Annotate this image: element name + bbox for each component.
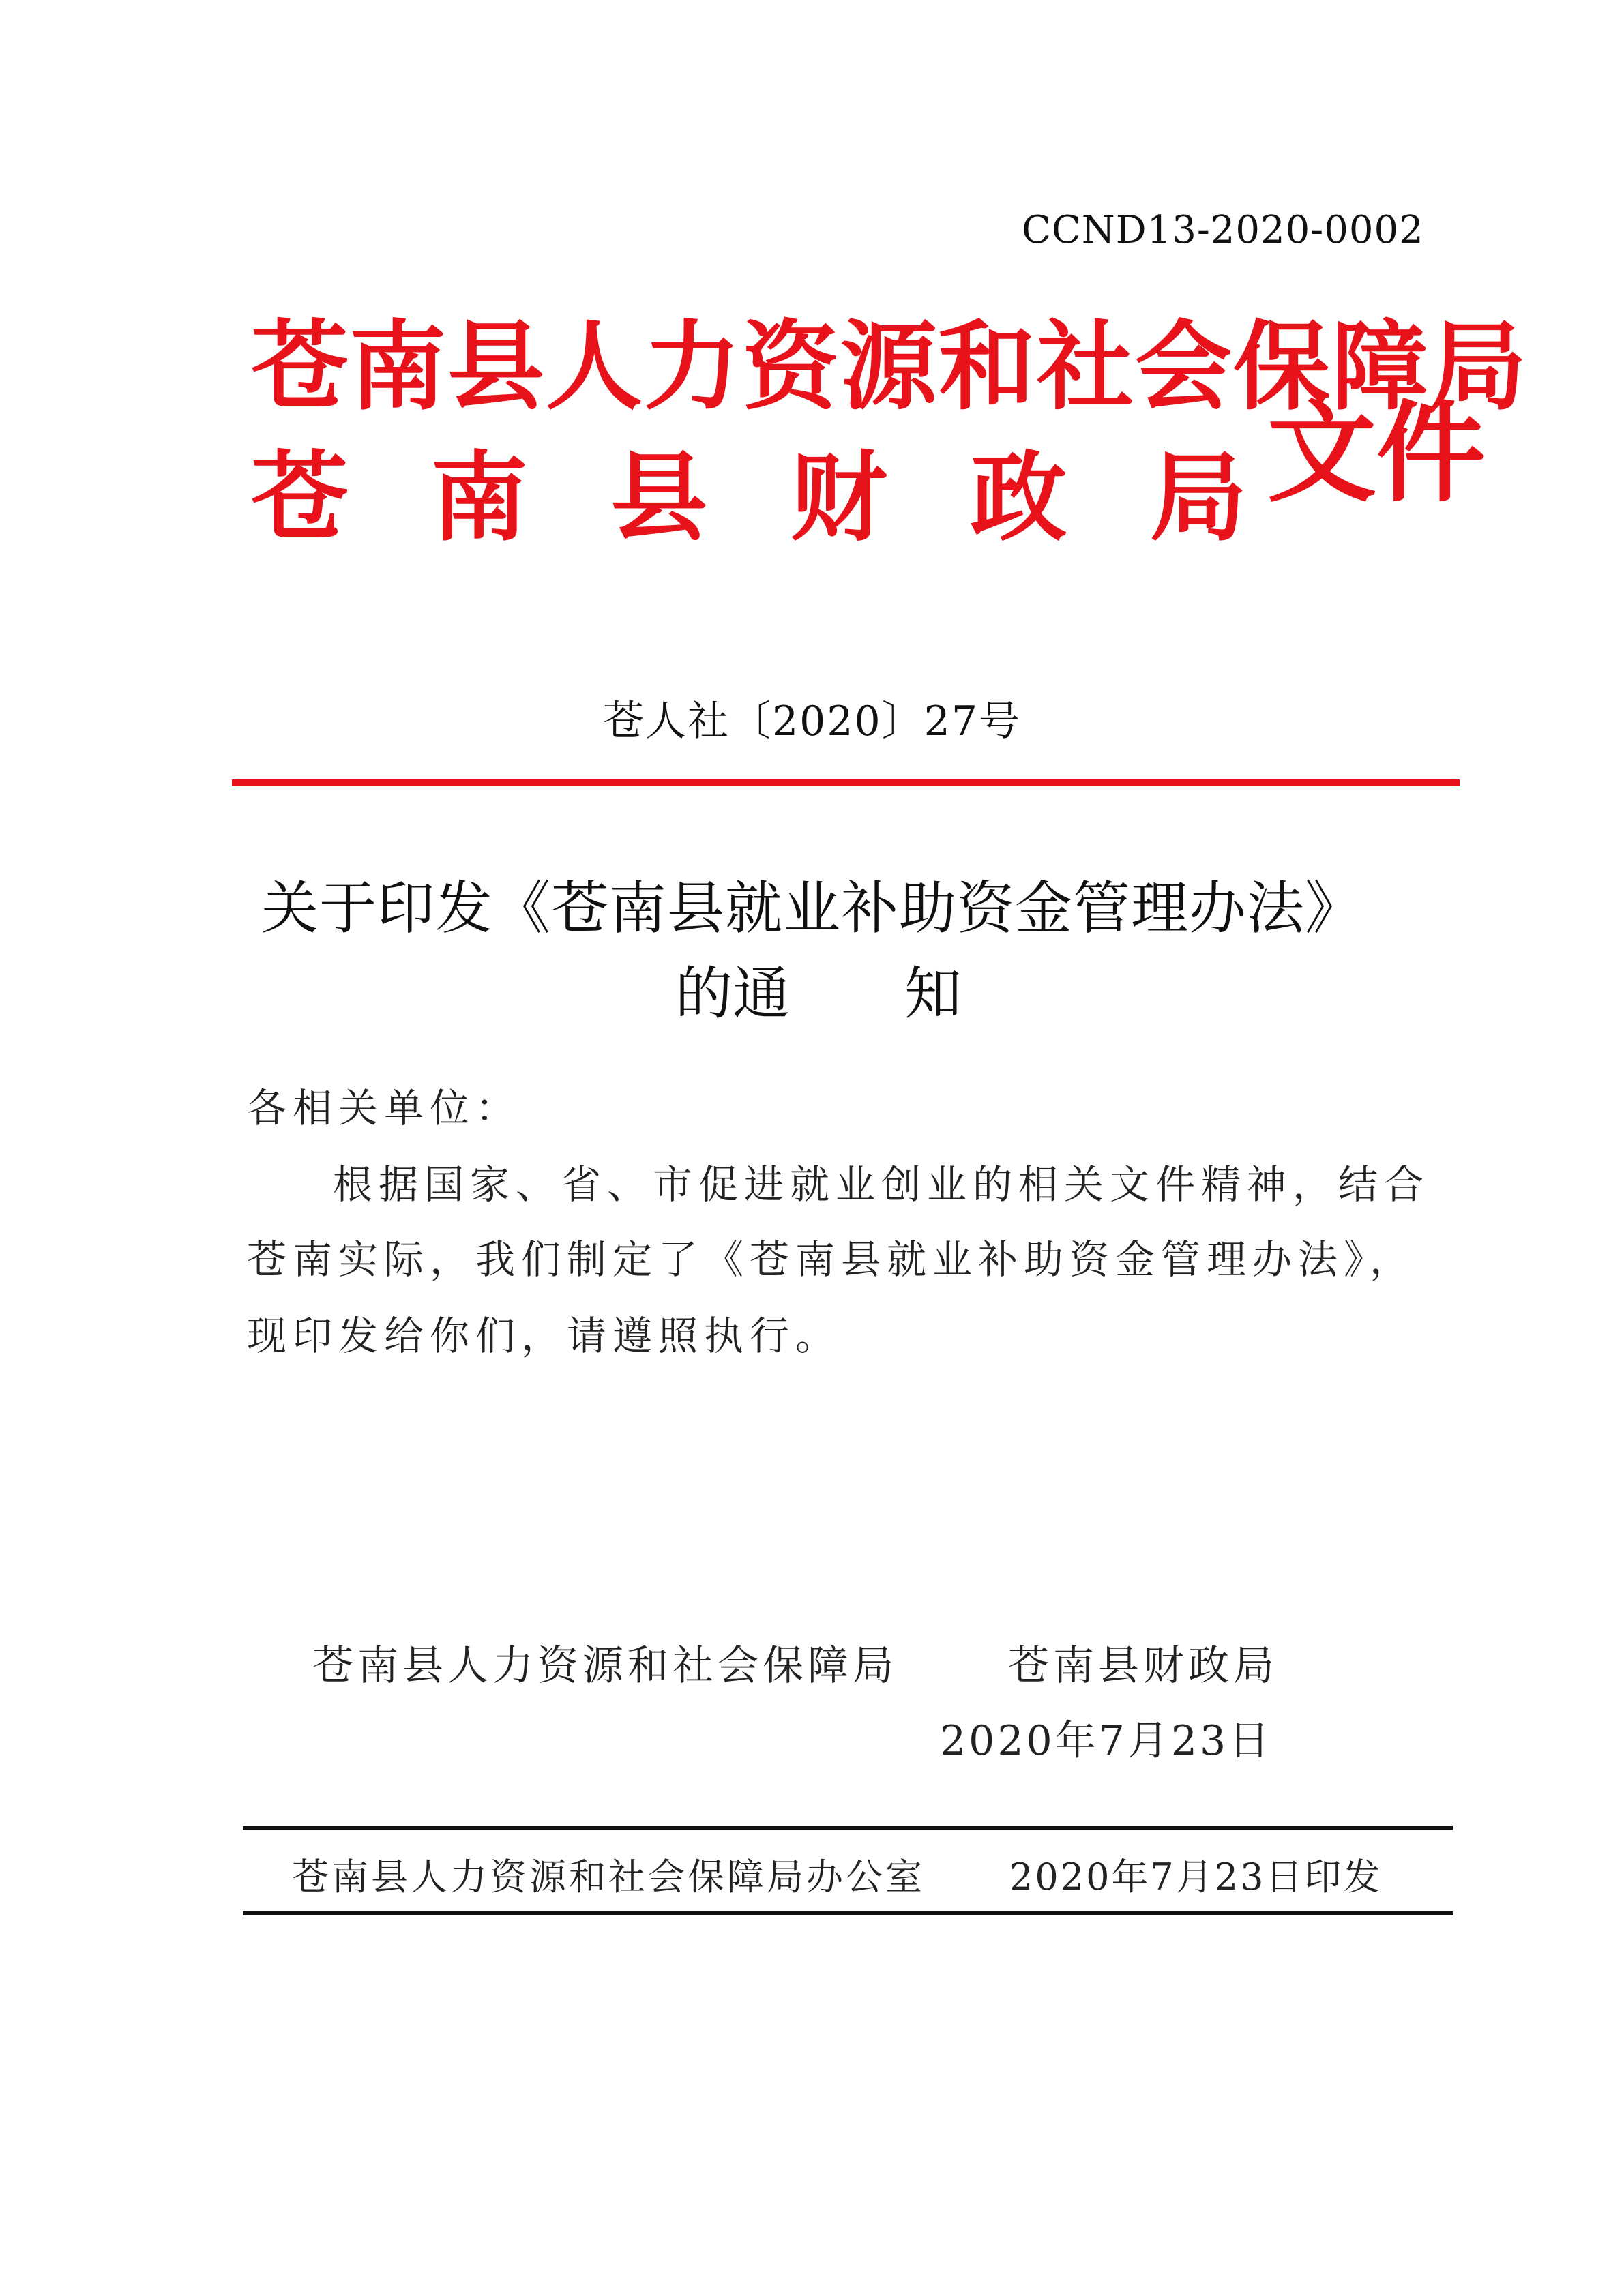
signature-issuer-1: 苍南县人力资源和社会保障局 xyxy=(312,1642,898,1690)
issuer-line-2 xyxy=(251,442,1247,554)
salutation: 各相关单位： xyxy=(247,1085,522,1131)
body-paragraph-line-2: 苍南实际，我们制定了《苍南县就业补助资金管理办法》， xyxy=(247,1236,1416,1283)
document-title-line-1: 关于印发《苍南县就业补助资金管理办法》 xyxy=(261,875,1363,942)
footer-office: 苍南县人力资源和社会保障局办公室 xyxy=(292,1855,925,1898)
red-divider xyxy=(232,779,1460,786)
document-number: 苍人社〔2020〕27号 xyxy=(602,698,1022,745)
body-paragraph-line-3: 现印发给你们，请遵照执行。 xyxy=(247,1313,842,1359)
issuer-line-2-char: 政 xyxy=(970,442,1067,554)
footer-bottom-rule xyxy=(243,1911,1453,1915)
signature-date: 2020年7月23日 xyxy=(940,1717,1273,1765)
issuer-line-2-char: 县 xyxy=(610,442,708,554)
issuer-line-2-char: 苍 xyxy=(251,442,348,554)
footer-issue-date: 2020年7月23日印发 xyxy=(1009,1855,1383,1898)
issuer-line-2-char: 南 xyxy=(430,442,528,554)
issuer-line-2-char: 财 xyxy=(790,442,887,554)
body-paragraph-line-1: 根据国家、省、市促进就业创业的相关文件精神，结合 xyxy=(333,1161,1430,1208)
footer-top-rule xyxy=(243,1826,1453,1830)
document-code: CCND13-2020-0002 xyxy=(1022,208,1424,252)
document-title-line-2: 的通 知 xyxy=(675,960,962,1027)
signature-issuer-2: 苍南县财政局 xyxy=(1008,1642,1278,1690)
issuer-line-2-char: 局 xyxy=(1149,442,1247,554)
issuer-line-1: 苍南县人力资源和社会保障局 xyxy=(251,311,1528,423)
issuer-suffix: 文件 xyxy=(1267,389,1486,517)
